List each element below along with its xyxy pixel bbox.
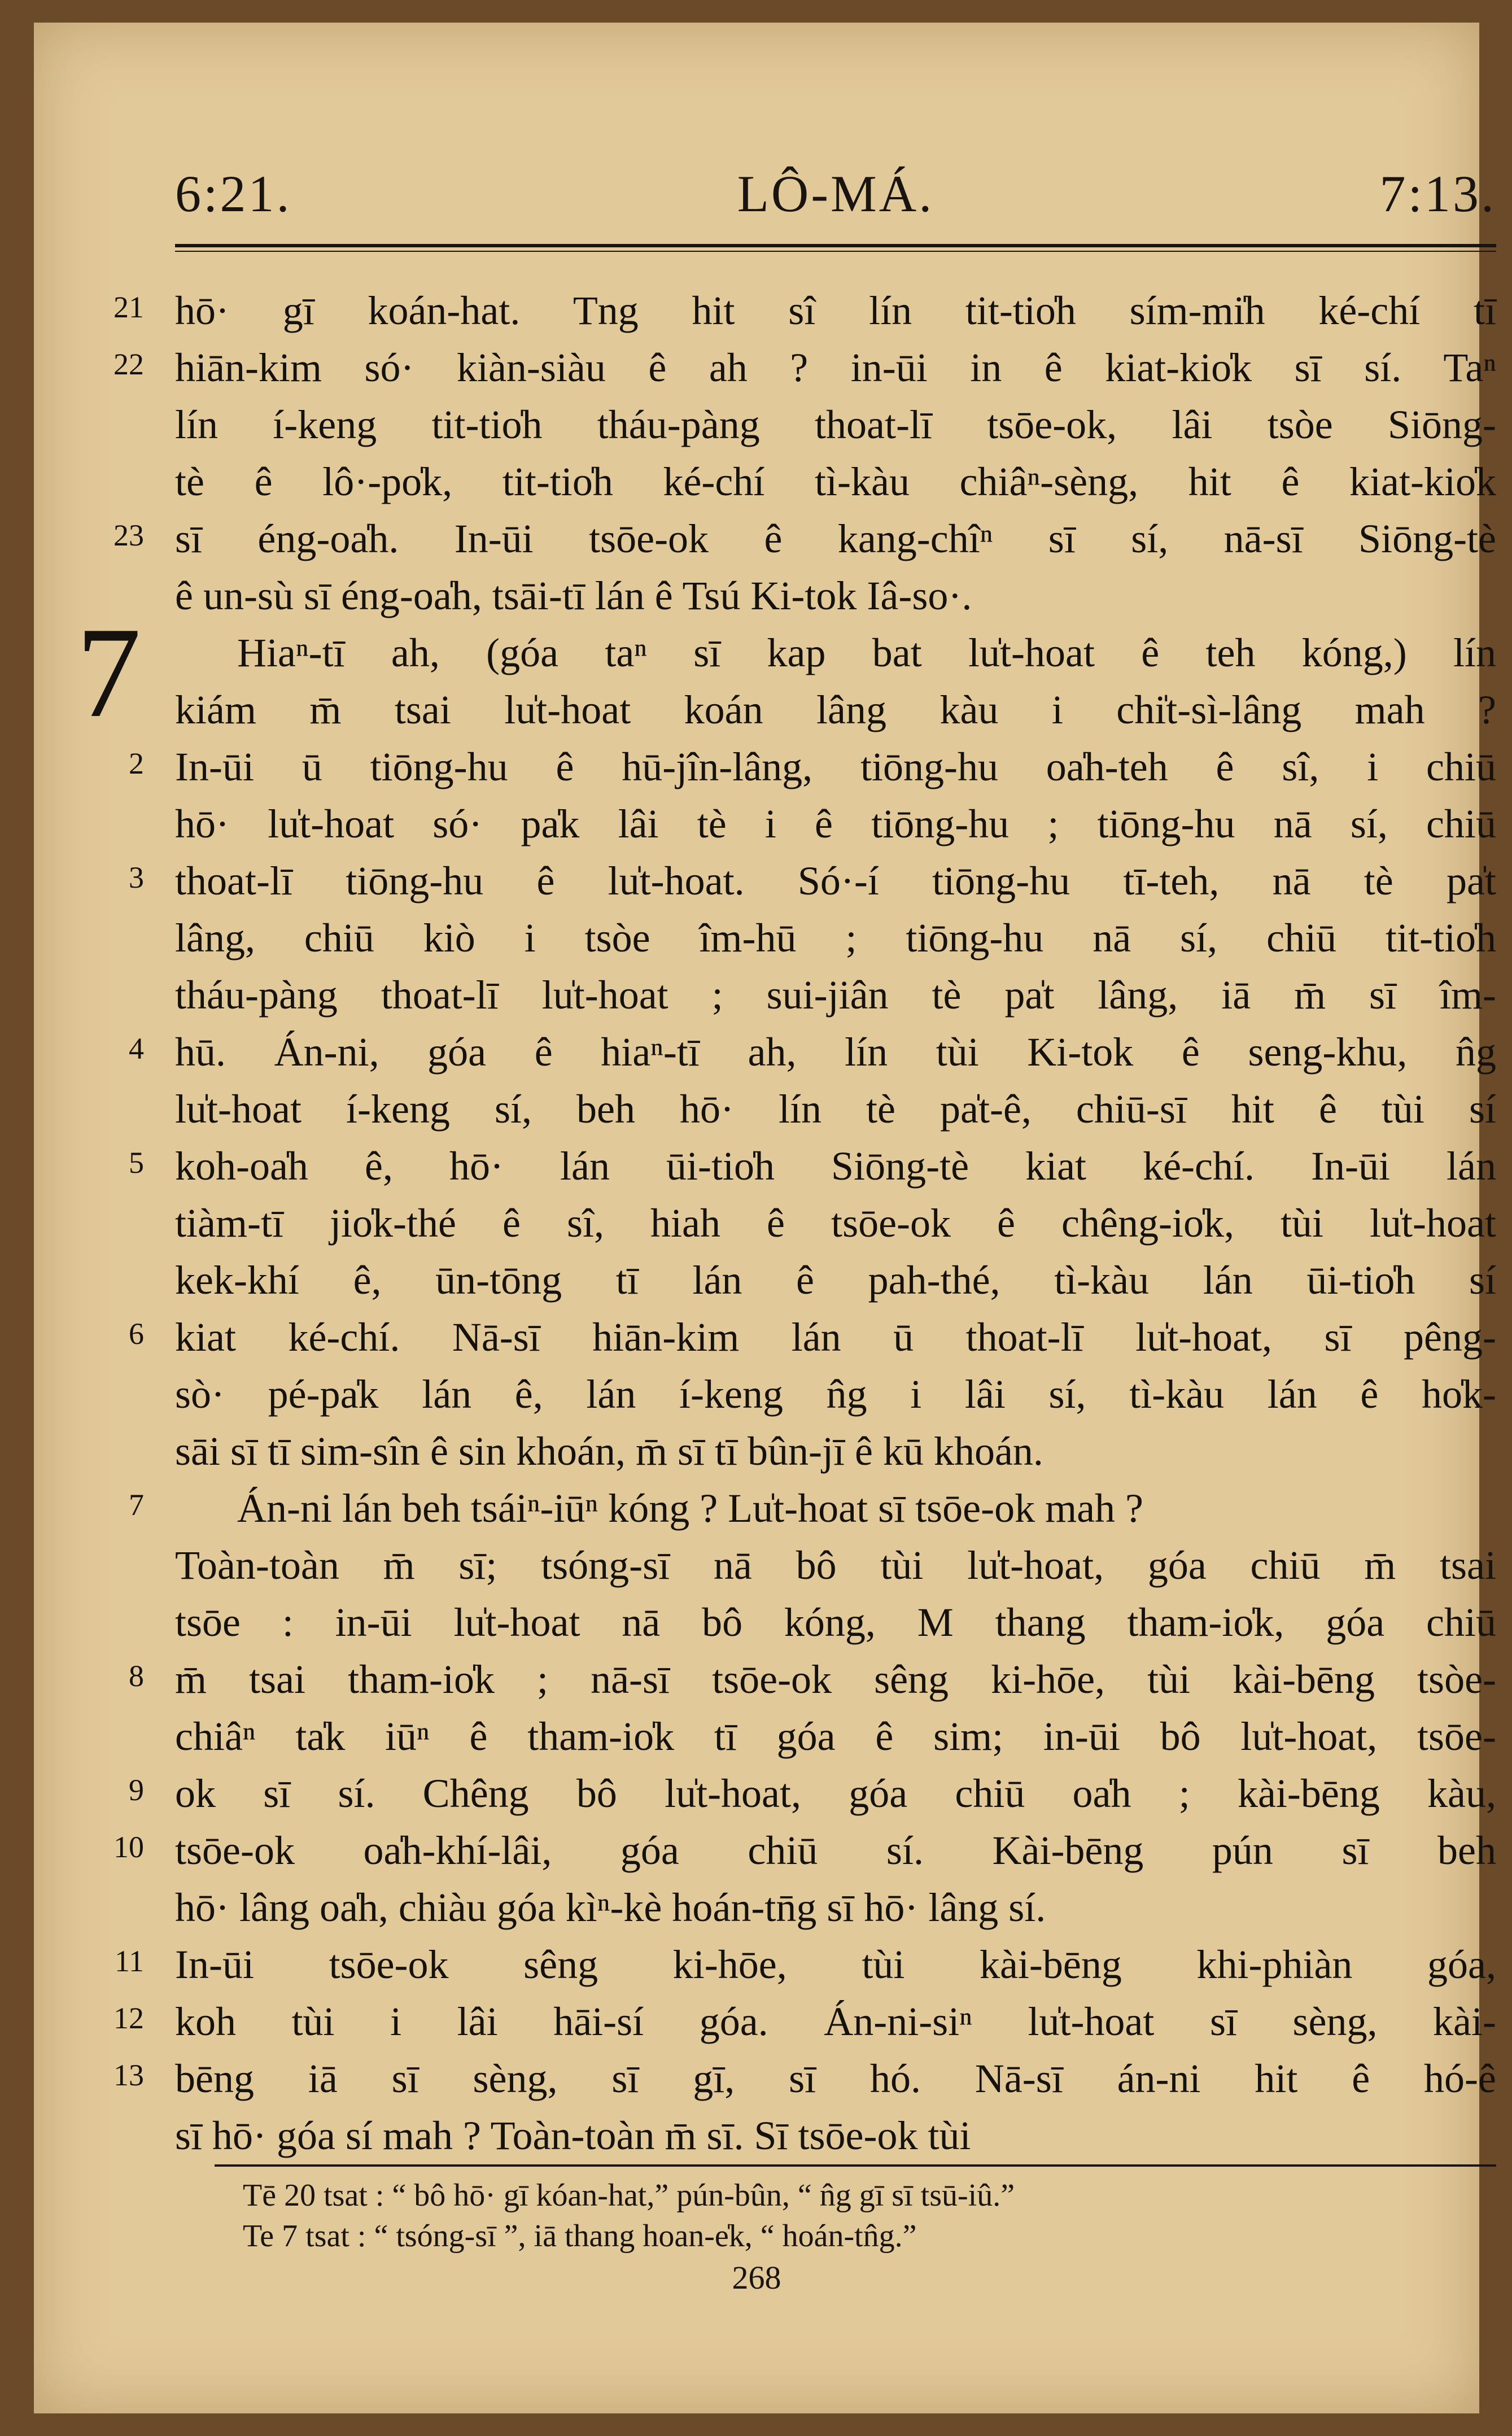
verse-line-text: sāi sī tī sim-sîn ê sin khoán, m̄ sī tī bûn-jī ê kū khoán. — [175, 1429, 1043, 1474]
verse-line-text: sī éng-oa̍h. In-ūi tsōe-ok ê kang-chîⁿ sī sí, nā-sī Siōng-tè — [175, 516, 1496, 561]
verse-line-text: kek-khí ê, ūn-tōng tī lán ê pah-thé, tì-kàu lán ūi-tio̍h sí — [175, 1258, 1496, 1303]
verse-line-text: Hiaⁿ-tī ah, (góa taⁿ sī kap bat lu̍t-hoat ê teh kóng,) lín — [237, 630, 1496, 675]
verse-line-text: hū. Án-ni, góa ê hiaⁿ-tī ah, lín tùi Ki-tok ê seng-khu, n̂g — [175, 1029, 1496, 1075]
verse-line — [113, 2050, 1496, 2107]
verse-line-text: lín í-keng tit-tio̍h tháu-pàng thoat-lī tsōe-ok, lâi tsòe Siōng- — [175, 402, 1496, 447]
verse-line — [113, 339, 1496, 396]
verse-number: 5 — [129, 1146, 144, 1180]
header-left-reference: 6:21. — [175, 165, 292, 222]
verse-number: 12 — [113, 2001, 144, 2035]
verse-line — [175, 1252, 1496, 1309]
verse-line-text: tsōe : in-ūi lu̍t-hoat nā bô kóng, M thang tham-io̍k, góa chiū — [175, 1600, 1496, 1645]
verse-line-text: chiâⁿ ta̍k iūⁿ ê tham-io̍k tī góa ê sim; in-ūi bô lu̍t-hoat, tsōe- — [175, 1714, 1496, 1759]
header-right-reference: 7:13. — [1379, 165, 1496, 222]
chapter-number: 7 — [76, 600, 141, 744]
verse-line-text: lâng, chiū kiò i tsòe îm-hū ; tiōng-hu nā sí, chiū tit-tio̍h — [175, 915, 1496, 961]
verse-line — [129, 1024, 1496, 1081]
verse-line-text: ok sī sí. Chêng bô lu̍t-hoat, góa chiū oa̍h ; kài-bēng kàu, — [175, 1771, 1496, 1816]
verse-number: 22 — [113, 347, 144, 381]
verse-line-text: lu̍t-hoat í-keng sí, beh hō· lín tè pa̍t-ê, chiū-sī hit ê tùi sí — [175, 1086, 1496, 1132]
scripture-text — [76, 282, 1496, 2164]
header-book-title: LÔ-MÁ. — [737, 165, 934, 222]
footnote-rule — [215, 2164, 1496, 2167]
verse-number: 23 — [113, 518, 144, 552]
verse-line — [129, 1480, 1496, 1537]
verse-line — [129, 853, 1496, 910]
page — [34, 23, 1496, 2413]
verse-line — [129, 739, 1496, 796]
verse-line-text: ê un-sù sī éng-oa̍h, tsāi-tī lán ê Tsú Ki-tok Iâ-so·. — [175, 573, 972, 618]
verse-number: 7 — [129, 1488, 144, 1522]
verse-number: 6 — [129, 1317, 144, 1351]
verse-line-text: tháu-pàng thoat-lī lu̍t-hoat ; sui-jiân tè pa̍t lâng, iā m̄ sī îm- — [175, 972, 1496, 1018]
verse-line — [175, 1423, 1496, 1480]
verse-line-text: hō· gī koán-hat. Tng hit sî lín tit-tio̍h sím-mi̍h ké-chí tī — [175, 288, 1496, 333]
verse-line-text: tiàm-tī jio̍k-thé ê sî, hiah ê tsōe-ok ê chêng-io̍k, tùi lu̍t-hoat — [175, 1200, 1496, 1246]
verse-line — [175, 1537, 1496, 1594]
header-rule — [175, 244, 1496, 247]
verse-line — [129, 1309, 1496, 1366]
verse-line-text: thoat-lī tiōng-hu ê lu̍t-hoat. Só·-í tiōng-hu tī-teh, nā tè pa̍t — [175, 858, 1496, 903]
verse-line — [175, 1879, 1496, 1936]
verse-line — [175, 1594, 1496, 1651]
verse-line — [175, 2107, 1496, 2164]
footnote: Tē 20 tsat : “ bô hō· gī kóan-hat,” pún-bûn, “ n̂g gī sī tsū-iû.” — [243, 2178, 1015, 2213]
verse-line-text: Toàn-toàn m̄ sī; tsóng-sī nā bô tùi lu̍t-hoat, góa chiū m̄ tsai — [175, 1543, 1496, 1588]
verse-number: 10 — [113, 1830, 144, 1864]
verse-line — [175, 682, 1496, 739]
verse-line — [129, 1138, 1496, 1195]
verse-number: 11 — [115, 1944, 144, 1978]
verse-line-text: In-ūi ū tiōng-hu ê hū-jîn-lâng, tiōng-hu oa̍h-teh ê sî, i chiū — [175, 744, 1496, 789]
verse-line — [175, 1708, 1496, 1765]
verse-line-text: tsōe-ok oa̍h-khí-lâi, góa chiū sí. Kài-bēng pún sī beh — [175, 1828, 1496, 1873]
verse-line — [129, 1651, 1496, 1708]
footnotes — [243, 2175, 1485, 2256]
verse-line — [113, 1822, 1496, 1879]
verse-number: 8 — [129, 1659, 144, 1693]
verse-line-text: m̄ tsai tham-io̍k ; nā-sī tsōe-ok sêng ki-hōe, tùi kài-bēng tsòe- — [175, 1657, 1496, 1702]
verse-number: 3 — [129, 861, 144, 894]
verse-line-text: In-ūi tsōe-ok sêng ki-hōe, tùi kài-bēng khi-phiàn góa, — [175, 1942, 1496, 1987]
verse-line — [175, 910, 1496, 967]
verse-line — [175, 1081, 1496, 1138]
verse-line-text: koh tùi i lâi hāi-sí góa. Án-ni-siⁿ lu̍t-hoat sī sèng, kài- — [175, 1999, 1496, 2044]
verse-line — [175, 1366, 1496, 1423]
verse-line-text: bēng iā sī sèng, sī gī, sī hó. Nā-sī án-ni hit ê hó-ê — [175, 2056, 1496, 2101]
footnote: Te 7 tsat : “ tsóng-sī ”, iā thang hoan-e̍k, “ hoán-tn̂g.” — [243, 2219, 917, 2254]
verse-number: 21 — [113, 290, 144, 324]
verse-line-text: koh-oa̍h ê, hō· lán ūi-tio̍h Siōng-tè kiat ké-chí. In-ūi lán — [175, 1143, 1496, 1189]
verse-line — [113, 1993, 1496, 2050]
verse-line-text: sò· pé-pa̍k lán ê, lán í-keng n̂g i lâi sí, tì-kàu lán ê ho̍k- — [175, 1372, 1496, 1417]
running-header — [175, 164, 1496, 226]
verse-number: 13 — [113, 2058, 144, 2092]
verse-number: 2 — [129, 746, 144, 780]
verse-line — [113, 510, 1496, 567]
verse-number: 4 — [129, 1032, 144, 1066]
verse-line — [175, 1195, 1496, 1252]
header-rule-thin — [175, 251, 1496, 252]
verse-line-text: hō· lu̍t-hoat só· pa̍k lâi tè i ê tiōng-hu ; tiōng-hu nā sí, chiū — [175, 801, 1496, 846]
verse-line-text: sī hō· góa sí mah ? Toàn-toàn m̄ sī. Sī tsōe-ok tùi — [175, 2113, 971, 2158]
verse-line — [175, 796, 1496, 853]
verse-line — [175, 453, 1496, 510]
verse-line-text: Án-ni lán beh tsáiⁿ-iūⁿ kóng ? Lu̍t-hoat sī tsōe-ok mah ? — [237, 1486, 1143, 1531]
verse-line-text: hō· lâng oa̍h, chiàu góa kìⁿ-kè hoán-tn̄g sī hō· lâng sí. — [175, 1885, 1046, 1930]
verse-line — [129, 1765, 1496, 1822]
verse-line — [175, 967, 1496, 1024]
verse-line-text: kiám m̄ tsai lu̍t-hoat koán lâng kàu i chi̍t-sì-lâng mah ? — [175, 687, 1496, 732]
verse-number: 9 — [129, 1773, 144, 1807]
page-number: 268 — [732, 2259, 781, 2296]
verse-line — [115, 1936, 1496, 1993]
verse-line — [175, 396, 1496, 453]
verse-line — [175, 567, 1496, 625]
verse-line-text: tè ê lô·-po̍k, tit-tio̍h ké-chí tì-kàu chiâⁿ-sèng, hit ê kiat-kio̍k — [175, 459, 1496, 504]
verse-line-text: kiat ké-chí. Nā-sī hiān-kim lán ū thoat-lī lu̍t-hoat, sī pêng- — [175, 1315, 1496, 1360]
verse-line-text: hiān-kim só· kiàn-siàu ê ah ? in-ūi in ê kiat-kio̍k sī sí. Taⁿ — [175, 345, 1496, 390]
verse-line — [113, 282, 1496, 339]
